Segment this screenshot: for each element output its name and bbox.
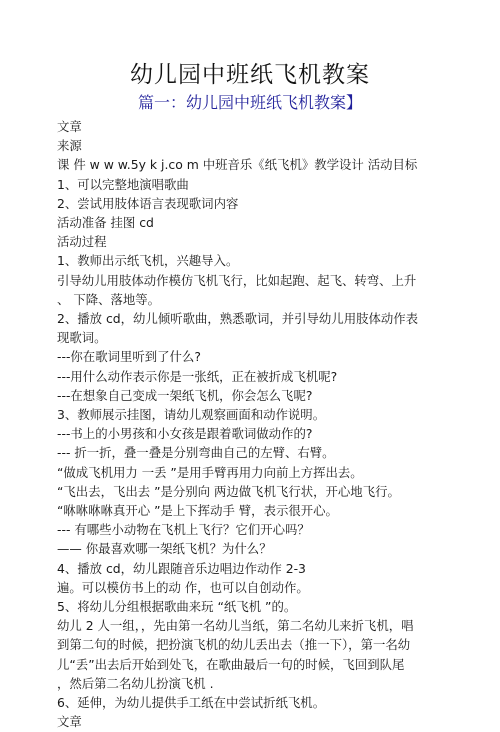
text-line: 4、播放 cd，幼儿跟随音乐边唱边作动作 2-3 (57, 560, 306, 576)
text-line: 幼儿 2 人一组，，先由第一名幼儿当纸，第二名幼儿来折飞机，唱 (57, 618, 414, 634)
text-line: ---用什么动作表示你是一张纸，正在被折成飞机呢? (57, 368, 338, 384)
text-line: 、 下降、落地等。 (57, 291, 161, 307)
text-line: 1、可以完整地演唱歌曲 (57, 176, 189, 192)
text-line: 活动过程 (57, 234, 107, 250)
text-line: ，然后第二名幼儿扮演飞机 . (57, 675, 214, 691)
text-line: ---书上的小男孩和小女孩是跟着歌词做动作的? (57, 426, 313, 442)
text-line: 2、播放 cd，幼儿倾听歌曲，熟悉歌词，并引导幼儿用肢体动作表 (57, 311, 419, 327)
text-line: 儿“丢”出去后开始到处飞，在歌曲最后一句的时候，飞回到队尾 (57, 656, 405, 672)
text-line: 到第二句的时候，把扮演飞机的幼儿丢出去（推一下），第一名幼 (57, 637, 411, 653)
text-line: 6、延伸，为幼儿提供手工纸在中尝试折纸飞机。 (57, 695, 326, 711)
text-line: --- 有哪些小动物在飞机上飞行？它们开心吗？ (57, 522, 310, 538)
document-body (57, 117, 442, 732)
text-line: “飞出去，飞出去 ”是分别向 两边做飞机飞行状，开心地飞行。 (57, 483, 400, 499)
text-line: ---你在歌词里听到了什么? (57, 349, 201, 365)
text-line: 2、尝试用肢体语言表现歌词内容 (57, 195, 239, 211)
text-line: “咻咻咻咻真开心 ”是上下挥动手 臂，表示很开心。 (57, 503, 338, 519)
text-line: ---在想象自己变成一架纸飞机，你会怎么飞呢? (57, 387, 313, 403)
page-subtitle: 篇一：幼儿园中班纸飞机教案】 (137, 93, 362, 112)
text-line: 活动准备 挂图 cd (57, 215, 154, 231)
text-line: 1、教师出示纸飞机，兴趣导入。 (57, 253, 239, 269)
text-line: 来源 (57, 138, 82, 154)
text-line: 引导幼儿用肢体动作模仿飞机飞行，比如起跑、起飞、转弯、上升 (57, 272, 417, 288)
text-line: --- 折一折，叠一叠是分别弯曲自己的左臂、右臂。 (57, 445, 335, 461)
text-line: 5、将幼儿分组根据歌曲来玩 “纸飞机 ”的。 (57, 599, 297, 615)
text-line: 遍。可以模仿书上的动 作，也可以自创动作。 (57, 579, 309, 595)
text-line: 3、教师展示挂图，请幼儿观察画面和动作说明。 (57, 407, 326, 423)
text-line: 现歌词。 (57, 330, 107, 346)
text-line: “做成飞机用力 一丢 ”是用手臂再用力向前上方挥出去。 (57, 464, 363, 480)
page-title: 幼儿园中班纸飞机教案 (130, 62, 370, 88)
text-line: 文章 (57, 714, 82, 730)
text-line: 文章 (57, 119, 82, 134)
text-line: —— 你最喜欢哪一架纸飞机？为什么？ (57, 541, 272, 557)
text-line: 课 件 w w w.5y k j.co m 中班音乐《纸飞机》教学设计 活动目标 (57, 157, 418, 173)
